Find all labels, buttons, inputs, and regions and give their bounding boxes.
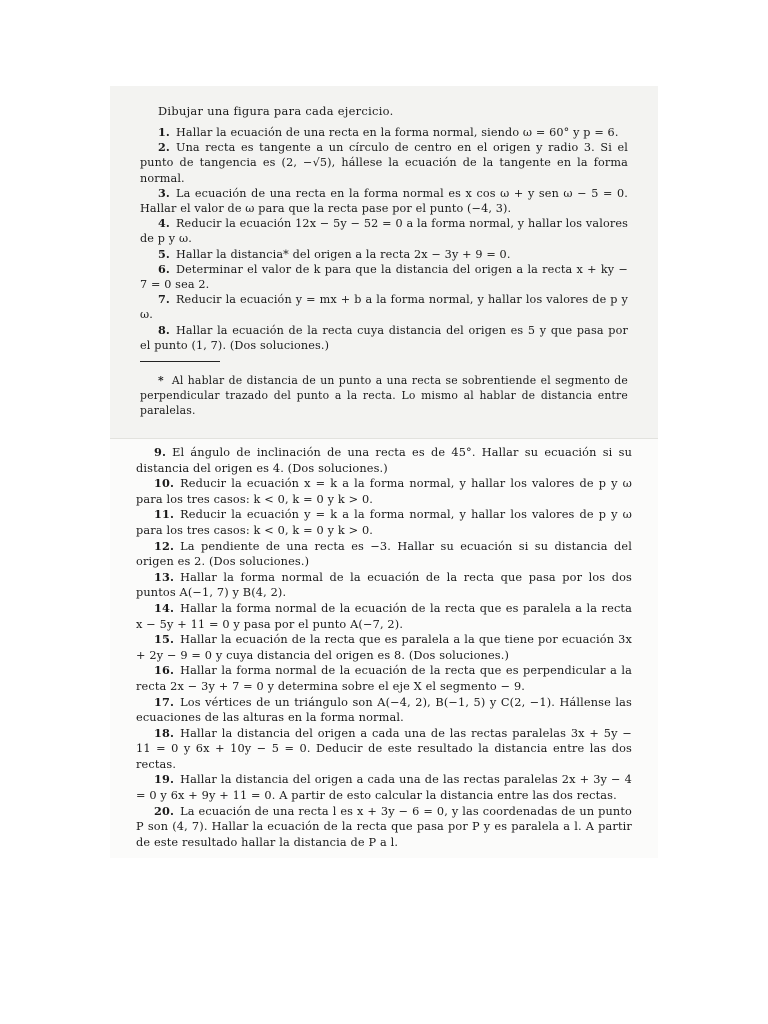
exercise-number: 1. [158, 125, 170, 139]
exercise-number: 15. [154, 632, 175, 647]
exercise-number: 6. [158, 261, 170, 276]
exercise-item [136, 772, 632, 803]
exercise-number: 5. [158, 246, 170, 261]
exercise-item [140, 323, 628, 353]
exercise-number: 16. [154, 663, 175, 678]
exercise-item [136, 726, 632, 773]
exercise-text: Hallar la distancia del origen a cada una de las rectas paralelas 3x + 5y − 11 = 0 y 6x + 10y − 5 = 0. Deducir de este resultado la distancia entre las dos rectas. [136, 726, 632, 771]
footnote-text: Al hablar de distancia de un punto a una recta se sobrentiende el segmento de perpendicular trazado del punto a la recta. Lo mismo al hablar de distancia entre paralelas. [140, 373, 628, 417]
footnote-mark: * [158, 373, 164, 387]
exercise-text: Los vértices de un triángulo son A(−4, 2), B(−1, 5) y C(2, −1). Háll​ense las ecuaciones de las alturas en la forma normal. [136, 695, 632, 725]
exercise-text: Reducir la ecuación y = mx + b a la forma normal, y hallar los valores de p y ω. [140, 293, 628, 322]
exercise-item [136, 632, 632, 663]
exercise-number: 14. [154, 600, 175, 615]
exercise-number: 2. [158, 140, 170, 155]
exercise-text: La pendiente de una recta es −3. Hallar su ecuación si su distancia del origen es 2. (Dos soluciones.) [136, 539, 632, 569]
exercise-text: Reducir la ecuación 12x − 5y − 52 = 0 a la forma normal, y hallar los valores de p y ω. [140, 217, 628, 246]
exercise-text: Reducir la ecuación y = k a la forma normal, y hallar los valores de p y ω para los tres casos: k < 0, k = 0 y k > 0. [136, 508, 632, 537]
scan-bottom-section [110, 438, 658, 858]
scan-top-section [110, 86, 658, 438]
footnote-rule [140, 361, 220, 362]
exercise-number: 11. [154, 507, 175, 522]
exercise-item [140, 125, 628, 140]
exercise-item [140, 292, 628, 322]
exercise-text: Hallar la distancia* del origen a la recta 2x − 3y + 9 = 0. [175, 247, 511, 261]
exercise-item [136, 663, 632, 694]
exercise-item [136, 601, 632, 632]
exercise-text: Hallar la forma normal de la ecuación de la recta que es paralela a la recta x − 5y + 11 = 0 y pasa por el punto A(−7, 2). [136, 601, 632, 631]
exercise-item [140, 140, 628, 186]
instruction-text: Dibujar una figura para cada ejercicio. [158, 104, 394, 118]
exercise-number: 3. [158, 185, 170, 200]
exercise-item [136, 695, 632, 726]
exercise-text: El ángulo de inclinación de una recta es de 45°. Hallar su ecuación si su distancia del origen es 4. (Dos soluciones.) [136, 446, 632, 475]
exercise-item [140, 216, 628, 246]
exercise-text: Una recta es tangente a un círculo de centro en el origen y radio 3. Si el punto de tangencia es (2, −√5), hállese la ecuación de la tangente en la forma normal. [140, 141, 628, 185]
exercise-item [140, 247, 628, 262]
exercise-text: Hallar la ecuación de la recta que es paralela a la que tiene por ecuación 3x + 2y − 9 = 0 y cuya distancia del origen es 8. (Dos soluciones.) [136, 633, 632, 662]
exercise-number: 7. [158, 292, 170, 307]
exercise-number: 19. [154, 772, 175, 787]
exercise-number: 4. [158, 216, 170, 231]
exercise-number: 18. [154, 725, 175, 740]
exercise-item [136, 507, 632, 538]
exercise-number: 20. [154, 803, 175, 818]
exercise-number: 8. [158, 322, 170, 337]
exercise-number: 9. [154, 445, 167, 459]
exercise-text: Determinar el valor de k para que la distancia del origen a la recta x + ky − 7 = 0 sea 2. [140, 262, 628, 292]
exercise-item [136, 804, 632, 851]
exercise-list-bottom [136, 445, 632, 850]
exercise-text: Hallar la ecuación de la recta cuya distancia del origen es 5 y que pasa por el punto (1, 7). (Dos soluciones.) [140, 323, 628, 352]
exercise-text: Hallar la distancia del origen a cada una de las rectas paralelas 2x + 3y − 4 = 0 y 6x + 9y + 11 = 0. A partir de esto calcular la distancia entre las dos rectas. [136, 773, 632, 803]
exercise-text: La ecuación de una recta en la forma normal es x cos ω + y sen ω − 5 = 0. Hallar el valor de ω para que la recta pase por el punto (−4, 3). [140, 186, 628, 216]
exercise-text: Hallar la forma normal de la ecuación de la recta que pasa por los dos puntos A(−1, 7) y B(4, 2). [136, 570, 632, 600]
exercise-number: 13. [154, 569, 175, 584]
exercise-item [136, 570, 632, 601]
exercise-text: Hallar la forma normal de la ecuación de la recta que es perpendicular a la recta 2x − 3y + 7 = 0 y determina sobre el eje X el segmento − 9. [136, 664, 632, 693]
exercise-item [136, 476, 632, 507]
exercise-text: La ecuación de una recta l es x + 3y − 6 = 0, y las coordenadas de un punto P son (4, 7). Hallar la ecuación de la recta que pasa por P y es paralela a l. A partir de este resultado hallar la distancia de P a l. [136, 804, 632, 849]
exercise-item [140, 186, 628, 216]
exercise-number: 10. [154, 476, 175, 491]
exercise-list-top [140, 125, 628, 353]
exercise-text: Hallar la ecuación de una recta en la forma normal, siendo ω = 60° y p = 6. [175, 126, 619, 139]
exercise-number: 12. [154, 538, 175, 553]
exercise-item [140, 262, 628, 292]
exercise-item [136, 539, 632, 570]
exercise-number: 17. [154, 694, 175, 709]
footnote [140, 373, 628, 418]
exercise-item [136, 445, 632, 476]
exercise-text: Reducir la ecuación x = k a la forma normal, y hallar los valores de p y ω para los tres casos: k < 0, k = 0 y k > 0. [136, 477, 632, 506]
